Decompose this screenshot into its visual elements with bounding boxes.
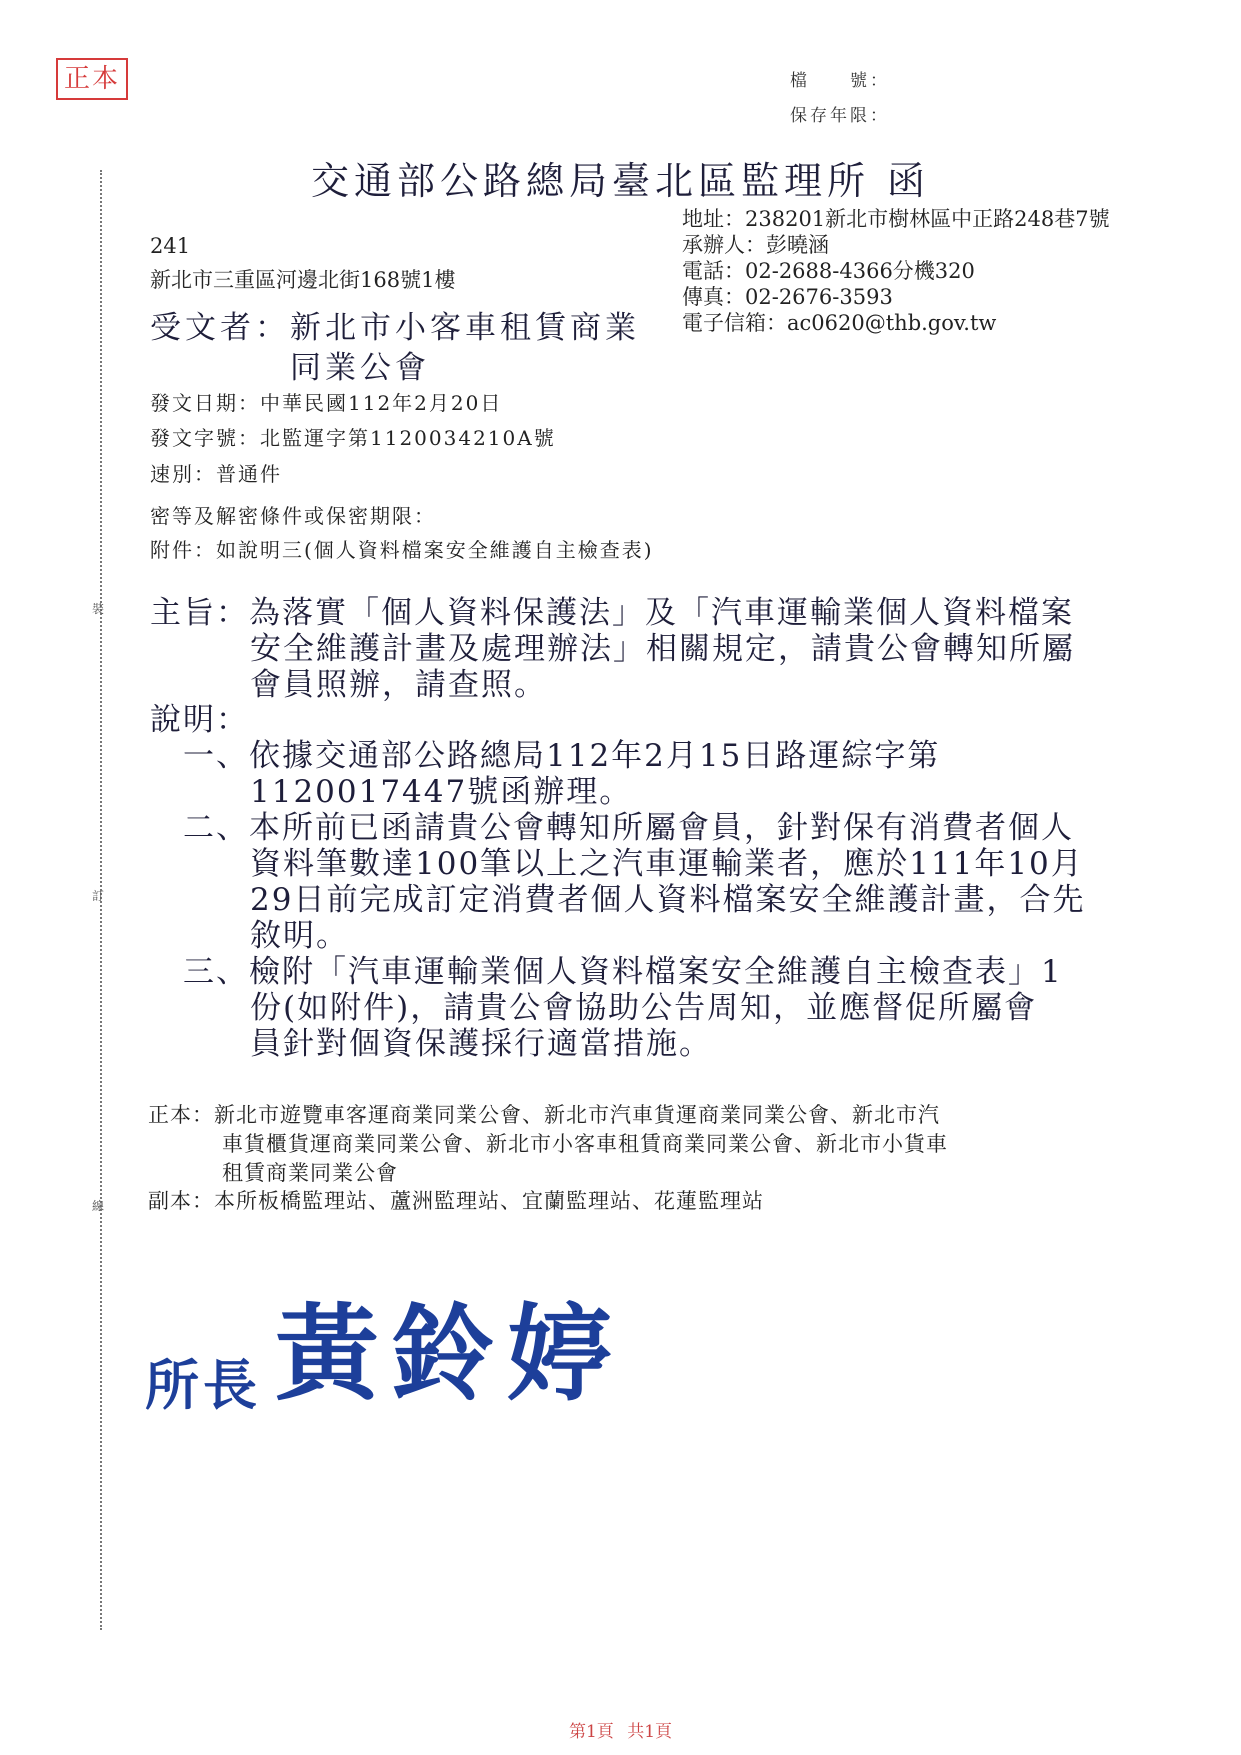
original-recipients-line-2: 車貨櫃貨運商業同業公會、新北市小客車租賃商業同業公會、新北市小貨車: [222, 1132, 948, 1156]
original-recipients-line-1: 正本：新北市遊覽車客運商業同業公會、新北市汽車貨運商業同業公會、新北市汽: [148, 1103, 940, 1127]
sender-handler: 承辦人：彭曉涵: [682, 233, 829, 257]
item-2-line-1: 二、本所前已函請貴公會轉知所屬會員，針對保有消費者個人: [183, 810, 1074, 846]
item-1-line-2: 1120017447號函辦理。: [250, 774, 633, 810]
original-recipients-line-3: 租賃商業同業公會: [222, 1161, 398, 1185]
item-3-line-3: 員針對個資保護採行適當措施。: [250, 1026, 712, 1062]
sender-email: 電子信箱：ac0620@thb.gov.tw: [682, 311, 997, 335]
subject-line-3: 會員照辦，請查照。: [250, 667, 547, 703]
recipient-line-1: 受文者：新北市小客車租賃商業: [150, 310, 640, 346]
binding-mark-bind: 裝: [92, 602, 105, 616]
director-signature: [145, 1270, 623, 1420]
binding-mark-line: 線: [92, 1199, 105, 1213]
explanation-label: 說明：: [150, 702, 249, 738]
subject-line-2: 安全維護計畫及處理辦法」相關規定，請貴公會轉知所屬: [250, 631, 1075, 667]
page-total: 共1頁: [627, 1722, 673, 1742]
item-3-line-1: 三、檢附「汽車運輸業個人資料檔案安全維護自主檢查表」1: [183, 954, 1063, 990]
binding-mark-staple: 訂: [92, 889, 105, 903]
recipient-line-2: 同業公會: [290, 350, 430, 386]
signature-name: 黃鈴婷: [275, 1292, 624, 1415]
doc-number: 發文字號：北監運字第1120034210A號: [150, 426, 556, 450]
issue-date: 發文日期：中華民國112年2月20日: [150, 391, 503, 415]
page-number: 第1頁: [568, 1722, 614, 1742]
copy-recipients: 副本：本所板橋監理站、蘆洲監理站、宜蘭監理站、花蓮監理站: [148, 1189, 764, 1213]
item-3-line-2: 份(如附件)，請貴公會協助公告周知，並應督促所屬會: [250, 990, 1038, 1026]
item-2-line-3: 29日前完成訂定消費者個人資料檔案安全維護計畫，合先: [250, 882, 1086, 918]
recipient-postal-code: 241: [150, 234, 191, 258]
file-number-label: 檔 號：: [790, 71, 890, 91]
recipient-address: 新北市三重區河邊北街168號1樓: [150, 268, 456, 292]
item-1-line-1: 一、依據交通部公路總局112年2月15日路運綜字第: [183, 738, 941, 774]
retention-label: 保存年限：: [790, 106, 890, 126]
page-title: 交通部公路總局臺北區監理所 函: [310, 159, 931, 203]
item-2-line-4: 敘明。: [250, 918, 349, 954]
attachment-note: 附件：如說明三(個人資料檔案安全維護自主檢查表): [150, 538, 654, 562]
original-stamp: 正本: [56, 58, 128, 100]
subject-line-1: 主旨：為落實「個人資料保護法」及「汽車運輸業個人資料檔案: [150, 595, 1074, 631]
signature-title: 所長: [145, 1353, 261, 1417]
sender-fax: 傳真：02-2676-3593: [682, 285, 893, 309]
sender-phone: 電話：02-2688-4366分機320: [682, 259, 975, 283]
speed-class: 速別：普通件: [150, 462, 282, 486]
secrecy-level: 密等及解密條件或保密期限：: [150, 504, 436, 528]
sender-address: 地址：238201新北市樹林區中正路248巷7號: [682, 207, 1110, 231]
item-2-line-2: 資料筆數達100筆以上之汽車運輸業者，應於111年10月: [250, 846, 1084, 882]
page-footer: [0, 1717, 1241, 1742]
